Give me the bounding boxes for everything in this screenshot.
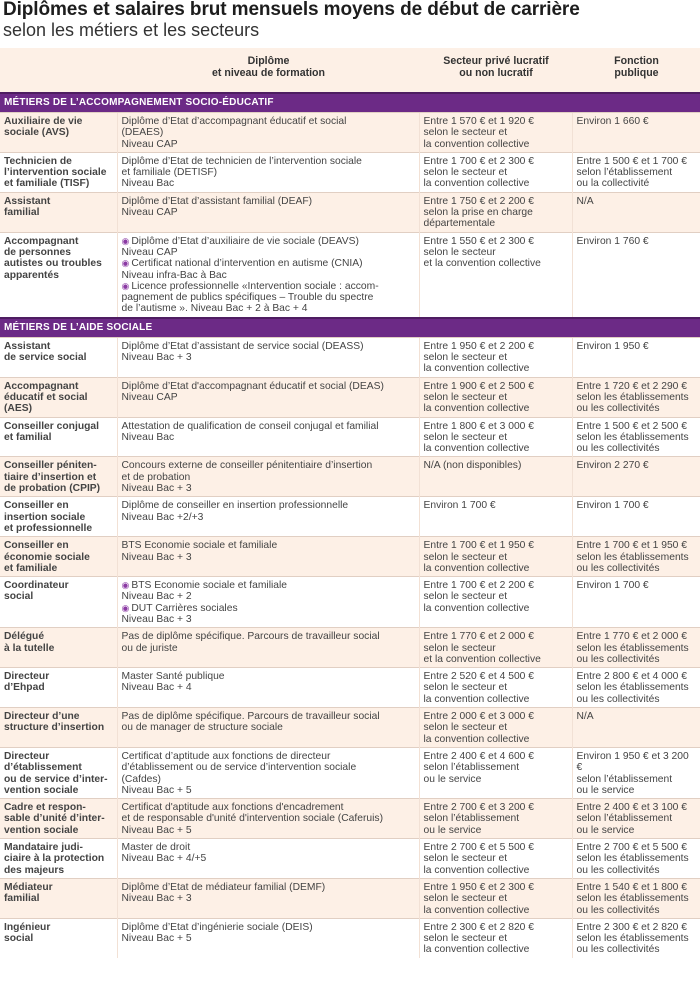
table-row — [0, 668, 700, 708]
diploma-cell — [117, 878, 419, 918]
diploma-cell — [117, 497, 419, 537]
column-header-public: Fonction publique — [614, 55, 659, 79]
page-subtitle: selon les métiers et les secteurs — [3, 20, 260, 40]
job-title-cell: Directeur d’Ehpad — [0, 668, 117, 708]
public-salary-cell: Environ 2 270 € — [572, 457, 700, 497]
diploma-item — [122, 236, 416, 259]
table-row — [0, 878, 700, 918]
private-salary-cell: Entre 2 700 € et 3 200 € selon l’établissement ou le service — [419, 799, 572, 839]
diploma-cell — [117, 457, 419, 497]
public-salary-cell: Entre 1 540 € et 1 800 € selon les établissements ou les collectivités — [572, 878, 700, 918]
table-row — [0, 839, 700, 879]
diploma-text: Diplôme d’Etat d’ingénierie sociale (DEIS) Niveau Bac + 5 — [121, 921, 313, 945]
diploma-item — [122, 116, 416, 150]
diploma-text: BTS Economie sociale et familiale Niveau Bac + 2 — [121, 580, 288, 603]
job-title-cell: Coordinateur social — [0, 577, 117, 628]
job-title-cell: Assistant de service social — [0, 337, 117, 377]
job-title-cell: Conseiller en insertion sociale et professionnelle — [0, 497, 117, 537]
public-salary-cell: Environ 1 660 € — [572, 113, 700, 153]
diploma-cell — [117, 232, 419, 318]
bullet-icon: ◉ — [121, 258, 130, 269]
table-row — [0, 497, 700, 537]
column-header-diploma: Diplôme et niveau de formation — [211, 55, 326, 79]
diploma-item — [122, 922, 416, 945]
private-salary-cell: Entre 1 900 € et 2 500 € selon le secteur et la convention collective — [419, 377, 572, 417]
section-header-row — [0, 318, 700, 338]
column-header-private: Secteur privé lucratif ou non lucratif — [443, 55, 549, 79]
table-row — [0, 377, 700, 417]
diploma-cell — [117, 417, 419, 457]
section-title: MÉTIERS DE L’ACCOMPAGNEMENT SOCIO-ÉDUCATIF — [0, 93, 700, 113]
table-row — [0, 457, 700, 497]
diploma-text: Diplôme d’Etat de technicien de l’intervention sociale et familiale (DETISF) Niveau Bac — [121, 155, 362, 190]
public-salary-cell: Entre 1 500 € et 1 700 € selon l’établissement ou la collectivité — [572, 152, 700, 192]
public-salary-cell: Entre 2 300 € et 2 820 € selon les établissements ou les collectivités — [572, 918, 700, 957]
job-title-cell: Auxiliaire de vie sociale (AVS) — [0, 113, 117, 153]
private-salary-cell: Entre 1 950 € et 2 200 € selon le secteur et la convention collective — [419, 337, 572, 377]
public-salary-cell: Environ 1 950 € et 3 200 € selon l’établissement ou le service — [572, 747, 700, 798]
public-salary-cell: Environ 1 950 € — [572, 337, 700, 377]
public-salary-cell: Environ 1 760 € — [572, 232, 700, 318]
diploma-cell — [117, 152, 419, 192]
private-salary-cell: Entre 1 700 € et 1 950 € selon le secteur et la convention collective — [419, 537, 572, 577]
private-salary-cell: Entre 1 750 € et 2 200 € selon la prise en charge départementale — [419, 192, 572, 232]
diploma-text: Master Santé publique Niveau Bac + 4 — [121, 671, 225, 694]
job-title-cell: Médiateur familial — [0, 878, 117, 918]
public-salary-cell: Entre 1 770 € et 2 000 € selon les établissements ou les collectivités — [572, 628, 700, 668]
diploma-item — [122, 842, 416, 865]
job-title-cell: Cadre et respon- sable d’unité d’inter- vention sociale — [0, 799, 117, 839]
private-salary-cell: Entre 1 550 € et 2 300 € selon le secteur et la convention collective — [419, 232, 572, 318]
private-salary-cell: Entre 2 000 € et 3 000 € selon le secteur et la convention collective — [419, 708, 572, 748]
diploma-item — [122, 751, 416, 796]
table-row — [0, 152, 700, 192]
diploma-item — [122, 540, 416, 563]
job-title-cell: Mandataire judi- ciaire à la protection des majeurs — [0, 839, 117, 879]
public-salary-cell: N/A — [572, 192, 700, 232]
diploma-cell — [117, 708, 419, 748]
private-salary-cell: Entre 1 950 € et 2 300 € selon le secteur et la convention collective — [419, 878, 572, 918]
job-title-cell: Technicien de l’intervention sociale et familiale (TISF) — [0, 152, 117, 192]
private-salary-cell: Entre 1 570 € et 1 920 € selon le secteur et la convention collective — [419, 113, 572, 153]
diploma-cell — [117, 113, 419, 153]
public-salary-cell: N/A — [572, 708, 700, 748]
diploma-item — [122, 711, 416, 734]
table-row — [0, 918, 700, 957]
salary-table — [0, 48, 700, 958]
diploma-text: Certificat d'aptitude aux fonctions d'encadrement et de responsable d'unité d'intervention sociale (Caferuis) Niveau Bac + 5 — [121, 802, 384, 836]
page-title: Diplômes et salaires brut mensuels moyens de début de carrière — [3, 0, 580, 20]
job-title-cell: Accompagnant éducatif et social (AES) — [0, 377, 117, 417]
table-row — [0, 628, 700, 668]
column-header-job — [0, 48, 117, 93]
job-title-cell: Assistant familial — [0, 192, 117, 232]
bullet-icon: ◉ — [121, 580, 130, 591]
table-row — [0, 113, 700, 153]
diploma-text: Diplôme d’Etat d’auxiliaire de vie sociale (DEAVS) Niveau CAP — [121, 235, 359, 258]
public-salary-cell: Environ 1 700 € — [572, 497, 700, 537]
job-title-cell: Directeur d’établissement ou de service d’inter- vention sociale — [0, 747, 117, 798]
private-salary-cell: Environ 1 700 € — [419, 497, 572, 537]
diploma-item — [122, 421, 416, 444]
diploma-text: Pas de diplôme spécifique. Parcours de travailleur social ou de manager de structure sociale — [121, 711, 380, 734]
table-header-row — [0, 48, 700, 93]
diploma-cell — [117, 577, 419, 628]
diploma-text: Diplôme d’Etat d’accompagnant éducatif et social (DEAES) Niveau CAP — [121, 116, 347, 150]
private-salary-cell: N/A (non disponibles) — [419, 457, 572, 497]
diploma-item — [122, 381, 416, 404]
private-salary-cell: Entre 1 800 € et 3 000 € selon le secteur et la convention collective — [419, 417, 572, 457]
diploma-item — [122, 802, 416, 836]
diploma-item — [122, 580, 416, 603]
public-salary-cell: Entre 1 700 € et 1 950 € selon les établissements ou les collectivités — [572, 537, 700, 577]
diploma-text: Diplôme d’Etat d’assistant familial (DEAF) Niveau CAP — [121, 195, 313, 219]
bullet-icon: ◉ — [121, 235, 130, 246]
private-salary-cell: Entre 1 700 € et 2 200 € selon le secteur et la convention collective — [419, 577, 572, 628]
table-row — [0, 417, 700, 457]
private-salary-cell: Entre 2 520 € et 4 500 € selon le secteur et la convention collective — [419, 668, 572, 708]
diploma-cell — [117, 918, 419, 957]
diploma-cell — [117, 337, 419, 377]
job-title-cell: Conseiller péniten- tiaire d’insertion et de probation (CPIP) — [0, 457, 117, 497]
diploma-item — [122, 196, 416, 219]
public-salary-cell: Entre 2 700 € et 5 500 € selon les établissements ou les collectivités — [572, 839, 700, 879]
diploma-text: Licence professionnelle «Intervention sociale : accom- pagnement de publics spécifiques – Trouble du spectre de l’autisme ». Niveau Bac + 2 à Bac + 4 — [121, 280, 379, 315]
job-title-cell: Directeur d’une structure d’insertion — [0, 708, 117, 748]
private-salary-cell: Entre 1 700 € et 2 300 € selon le secteur et la convention collective — [419, 152, 572, 192]
table-row — [0, 192, 700, 232]
diploma-text: BTS Economie sociale et familiale Niveau Bac + 3 — [121, 540, 278, 563]
diploma-text: Diplôme d’Etat d’assistant de service social (DEASS) Niveau Bac + 3 — [121, 340, 364, 364]
diploma-cell — [117, 537, 419, 577]
diploma-item — [122, 500, 416, 523]
table-row — [0, 799, 700, 839]
diploma-item — [122, 258, 416, 281]
table-body — [0, 93, 700, 958]
table-row — [0, 708, 700, 748]
diploma-item — [122, 281, 416, 315]
public-salary-cell: Entre 1 500 € et 2 500 € selon les établissements ou les collectivités — [572, 417, 700, 457]
diploma-text: Diplôme d’Etat d'accompagnant éducatif et social (DEAS) Niveau CAP — [121, 380, 384, 403]
table-row — [0, 537, 700, 577]
diploma-text: DUT Carrières sociales Niveau Bac + 3 — [121, 602, 238, 625]
bullet-icon: ◉ — [121, 602, 130, 613]
table-row — [0, 747, 700, 798]
private-salary-cell: Entre 2 300 € et 2 820 € selon le secteur et la convention collective — [419, 918, 572, 957]
diploma-item — [122, 341, 416, 364]
diploma-text: Pas de diplôme spécifique. Parcours de travailleur social ou de juriste — [121, 631, 380, 654]
diploma-text: Diplôme de conseiller en insertion professionnelle Niveau Bac +2/+3 — [121, 500, 349, 523]
public-salary-cell: Entre 2 400 € et 3 100 € selon l’établissement ou le service — [572, 799, 700, 839]
job-title-cell: Conseiller conjugal et familial — [0, 417, 117, 457]
bullet-icon: ◉ — [121, 280, 130, 291]
job-title-cell: Accompagnant de personnes autistes ou troubles apparentés — [0, 232, 117, 318]
diploma-item — [122, 882, 416, 905]
diploma-text: Concours externe de conseiller pénitentiaire d’insertion et de probation Niveau Bac + 3 — [121, 460, 373, 495]
section-header-row — [0, 93, 700, 113]
diploma-text: Certificat d’aptitude aux fonctions de directeur d’établissement ou de service d’intervention sociale (Cafdes) Niveau Bac + 5 — [121, 750, 357, 796]
diploma-cell — [117, 839, 419, 879]
job-title-cell: Délégué à la tutelle — [0, 628, 117, 668]
diploma-item — [122, 671, 416, 694]
diploma-cell — [117, 377, 419, 417]
diploma-text: Certificat national d’intervention en autisme (CNIA) Niveau infra-Bac à Bac — [121, 258, 363, 281]
table-row — [0, 577, 700, 628]
diploma-item — [122, 603, 416, 626]
public-salary-cell: Entre 2 800 € et 4 000 € selon les établissements ou les collectivités — [572, 668, 700, 708]
diploma-item — [122, 631, 416, 654]
public-salary-cell: Entre 1 720 € et 2 290 € selon les établissements ou les collectivités — [572, 377, 700, 417]
private-salary-cell: Entre 2 400 € et 4 600 € selon l’établissement ou le service — [419, 747, 572, 798]
diploma-item — [122, 460, 416, 494]
private-salary-cell: Entre 1 770 € et 2 000 € selon le secteur et la convention collective — [419, 628, 572, 668]
diploma-item — [122, 156, 416, 190]
section-title: MÉTIERS DE L’AIDE SOCIALE — [0, 318, 700, 338]
diploma-cell — [117, 668, 419, 708]
diploma-text: Master de droit Niveau Bac + 4/+5 — [121, 842, 207, 865]
diploma-cell — [117, 747, 419, 798]
job-title-cell: Conseiller en économie sociale et familiale — [0, 537, 117, 577]
diploma-cell — [117, 799, 419, 839]
diploma-cell — [117, 192, 419, 232]
public-salary-cell: Environ 1 700 € — [572, 577, 700, 628]
diploma-cell — [117, 628, 419, 668]
table-row — [0, 337, 700, 377]
table-row — [0, 232, 700, 318]
private-salary-cell: Entre 2 700 € et 5 500 € selon le secteur et la convention collective — [419, 839, 572, 879]
job-title-cell: Ingénieur social — [0, 918, 117, 957]
diploma-text: Attestation de qualification de conseil conjugal et familial Niveau Bac — [121, 420, 379, 443]
diploma-text: Diplôme d’Etat de médiateur familial (DEMF) Niveau Bac + 3 — [121, 881, 326, 905]
